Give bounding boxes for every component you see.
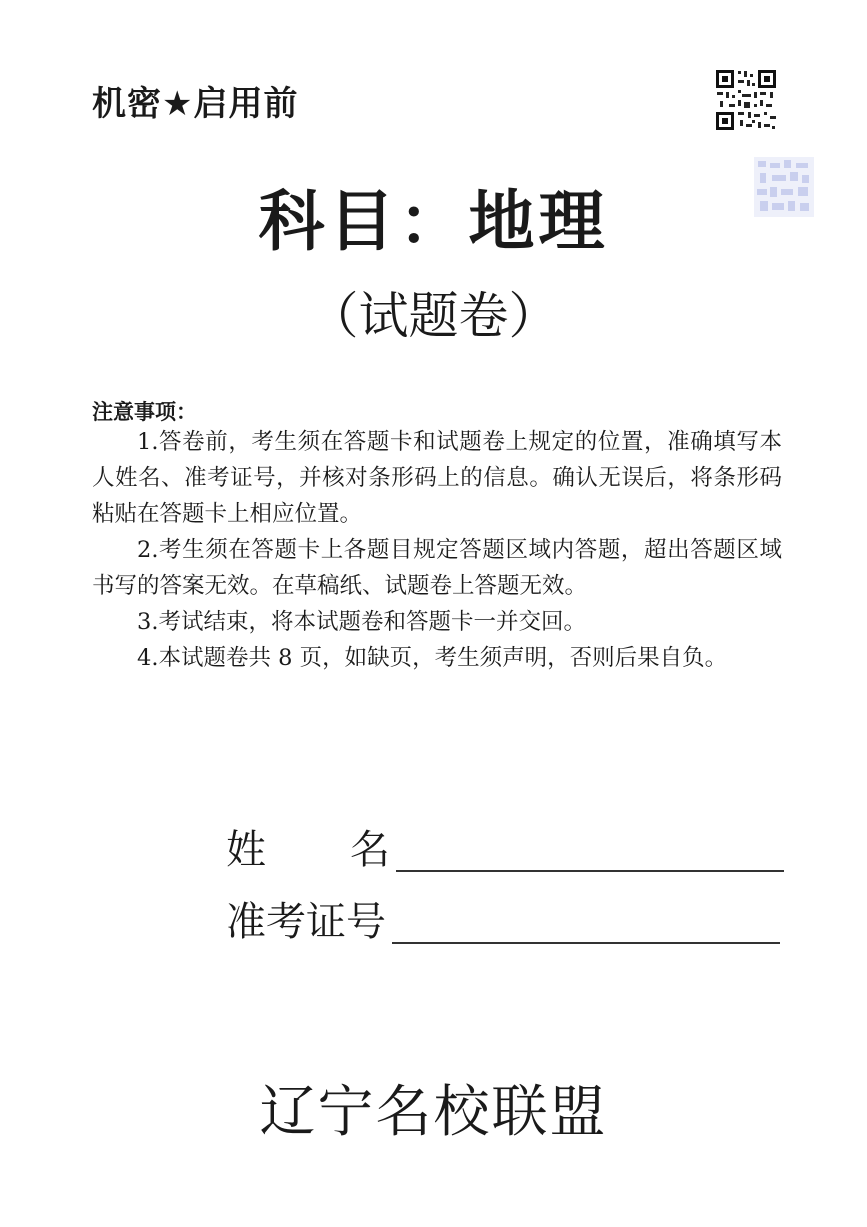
note-item: 4.本试题卷共 8 页，如缺页，考生须声明，否则后果自负。 [137,645,728,671]
note-item: 2.考生须在答题卡上各题目规定答题区域内答题，超出答题区域书写的答案无效。在草稿纸、试题卷上答题无效。 [92,537,782,599]
notes-heading: 注意事项： [92,400,197,424]
notes-list [92,424,782,676]
organization-name: 辽宁名校联盟 [259,1080,608,1145]
name-field-line[interactable] [396,830,784,872]
exam-id-field-line[interactable] [392,902,780,944]
paper-type-label: （试题卷） [308,287,559,345]
qr-code-icon [714,68,778,132]
note-item: 1.答卷前，考生须在答题卡和试题卷上规定的位置，准确填写本人姓名、准考证号，并核对条形码上的信息。确认无误后，将条形码粘贴在答题卡上相应位置。 [92,429,782,527]
name-field-row [226,826,784,874]
name-field-label [226,826,390,874]
exam-subject-title: 科目：地理 [258,183,609,260]
exam-id-field-label: 准考证号 [226,899,386,945]
confidential-label: 机密★启用前 [92,84,299,124]
name-label-char: 名 [350,827,390,873]
note-item: 3.考试结束，将本试题卷和答题卡一并交回。 [137,609,586,635]
name-label-char: 姓 [226,827,266,873]
exam-id-field-row [226,898,780,946]
